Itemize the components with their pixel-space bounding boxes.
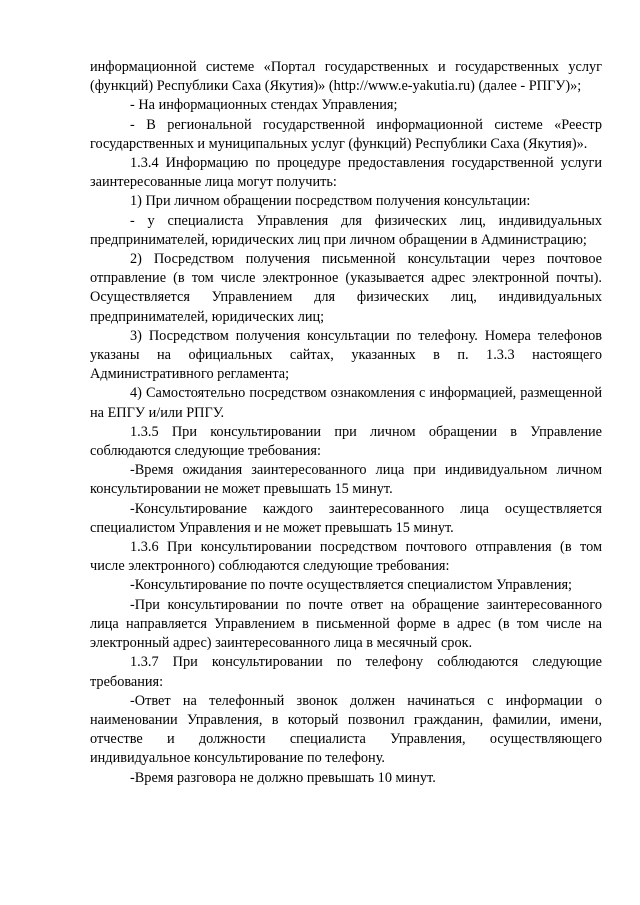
paragraph: - На информационных стендах Управления;: [130, 97, 398, 114]
paragraph: -При консультировании по почте ответ на обращение заинтересованного лица направляется Управлением в письменной форме в адрес (в том числе на электронный адрес) заинтересованного лица в месячный срок.: [90, 596, 602, 652]
paragraph: 4) Самостоятельно посредством ознакомления с информацией, размещенной на ЕПГУ и/или РПГУ.: [90, 385, 602, 421]
paragraph: информационной системе «Портал государственных и государственных услуг (функций) Республики Саха (Якутия)» (http://www.e-yakutia.ru) (далее - РПГУ)»;: [90, 59, 602, 95]
paragraph: - у специалиста Управления для физических лиц, индивидуальных предпринимателей, юридических лиц при личном обращении в Администрацию;: [90, 212, 602, 248]
paragraph: -Консультирование каждого заинтересованного лица осуществляется специалистом Управления и не может превышать 15 минут.: [90, 500, 602, 536]
paragraph: - В региональной государственной информационной системе «Реестр государственных и муниципальных услуг (функций) Республики Саха (Якутия)».: [90, 116, 602, 152]
paragraph: 1.3.6 При консультировании посредством почтового отправления (в том числе электронного) соблюдаются следующие требования:: [90, 539, 602, 575]
paragraph: 2) Посредством получения письменной консультации через почтовое отправление (в том числе электронное (указывается адрес электронной почты). Осуществляется Управлением для физических лиц, индивидуальных предпринимателей, юридических лиц;: [90, 251, 602, 325]
paragraph: -Ответ на телефонный звонок должен начинаться с информации о наименовании Управления, в который позвонил гражданин, фамилии, имени, отчестве и должности специалиста Управления, осуществляющего индивидуальное консультирование по телефону.: [90, 692, 602, 767]
paragraph: -Время разговора не должно превышать 10 минут.: [130, 769, 436, 786]
paragraph: 1) При личном обращении посредством получения консультации:: [130, 193, 531, 210]
paragraph: 1.3.5 При консультировании при личном обращении в Управление соблюдаются следующие требования:: [90, 423, 602, 460]
paragraph: -Консультирование по почте осуществляется специалистом Управления;: [130, 577, 573, 594]
paragraph: 1.3.4 Информацию по процедуре предоставления государственной услуги заинтересованные лица могут получить:: [90, 155, 602, 191]
paragraph: 1.3.7 При консультировании по телефону соблюдаются следующие требования:: [90, 654, 602, 690]
paragraph: -Время ожидания заинтересованного лица при индивидуальном личном консультировании не может превышать 15 минут.: [90, 462, 602, 498]
paragraph: 3) Посредством получения консультации по телефону. Номера телефонов указаны на официальных сайтах, указанных в п. 1.3.3 настоящего Административного регламента;: [90, 327, 602, 383]
